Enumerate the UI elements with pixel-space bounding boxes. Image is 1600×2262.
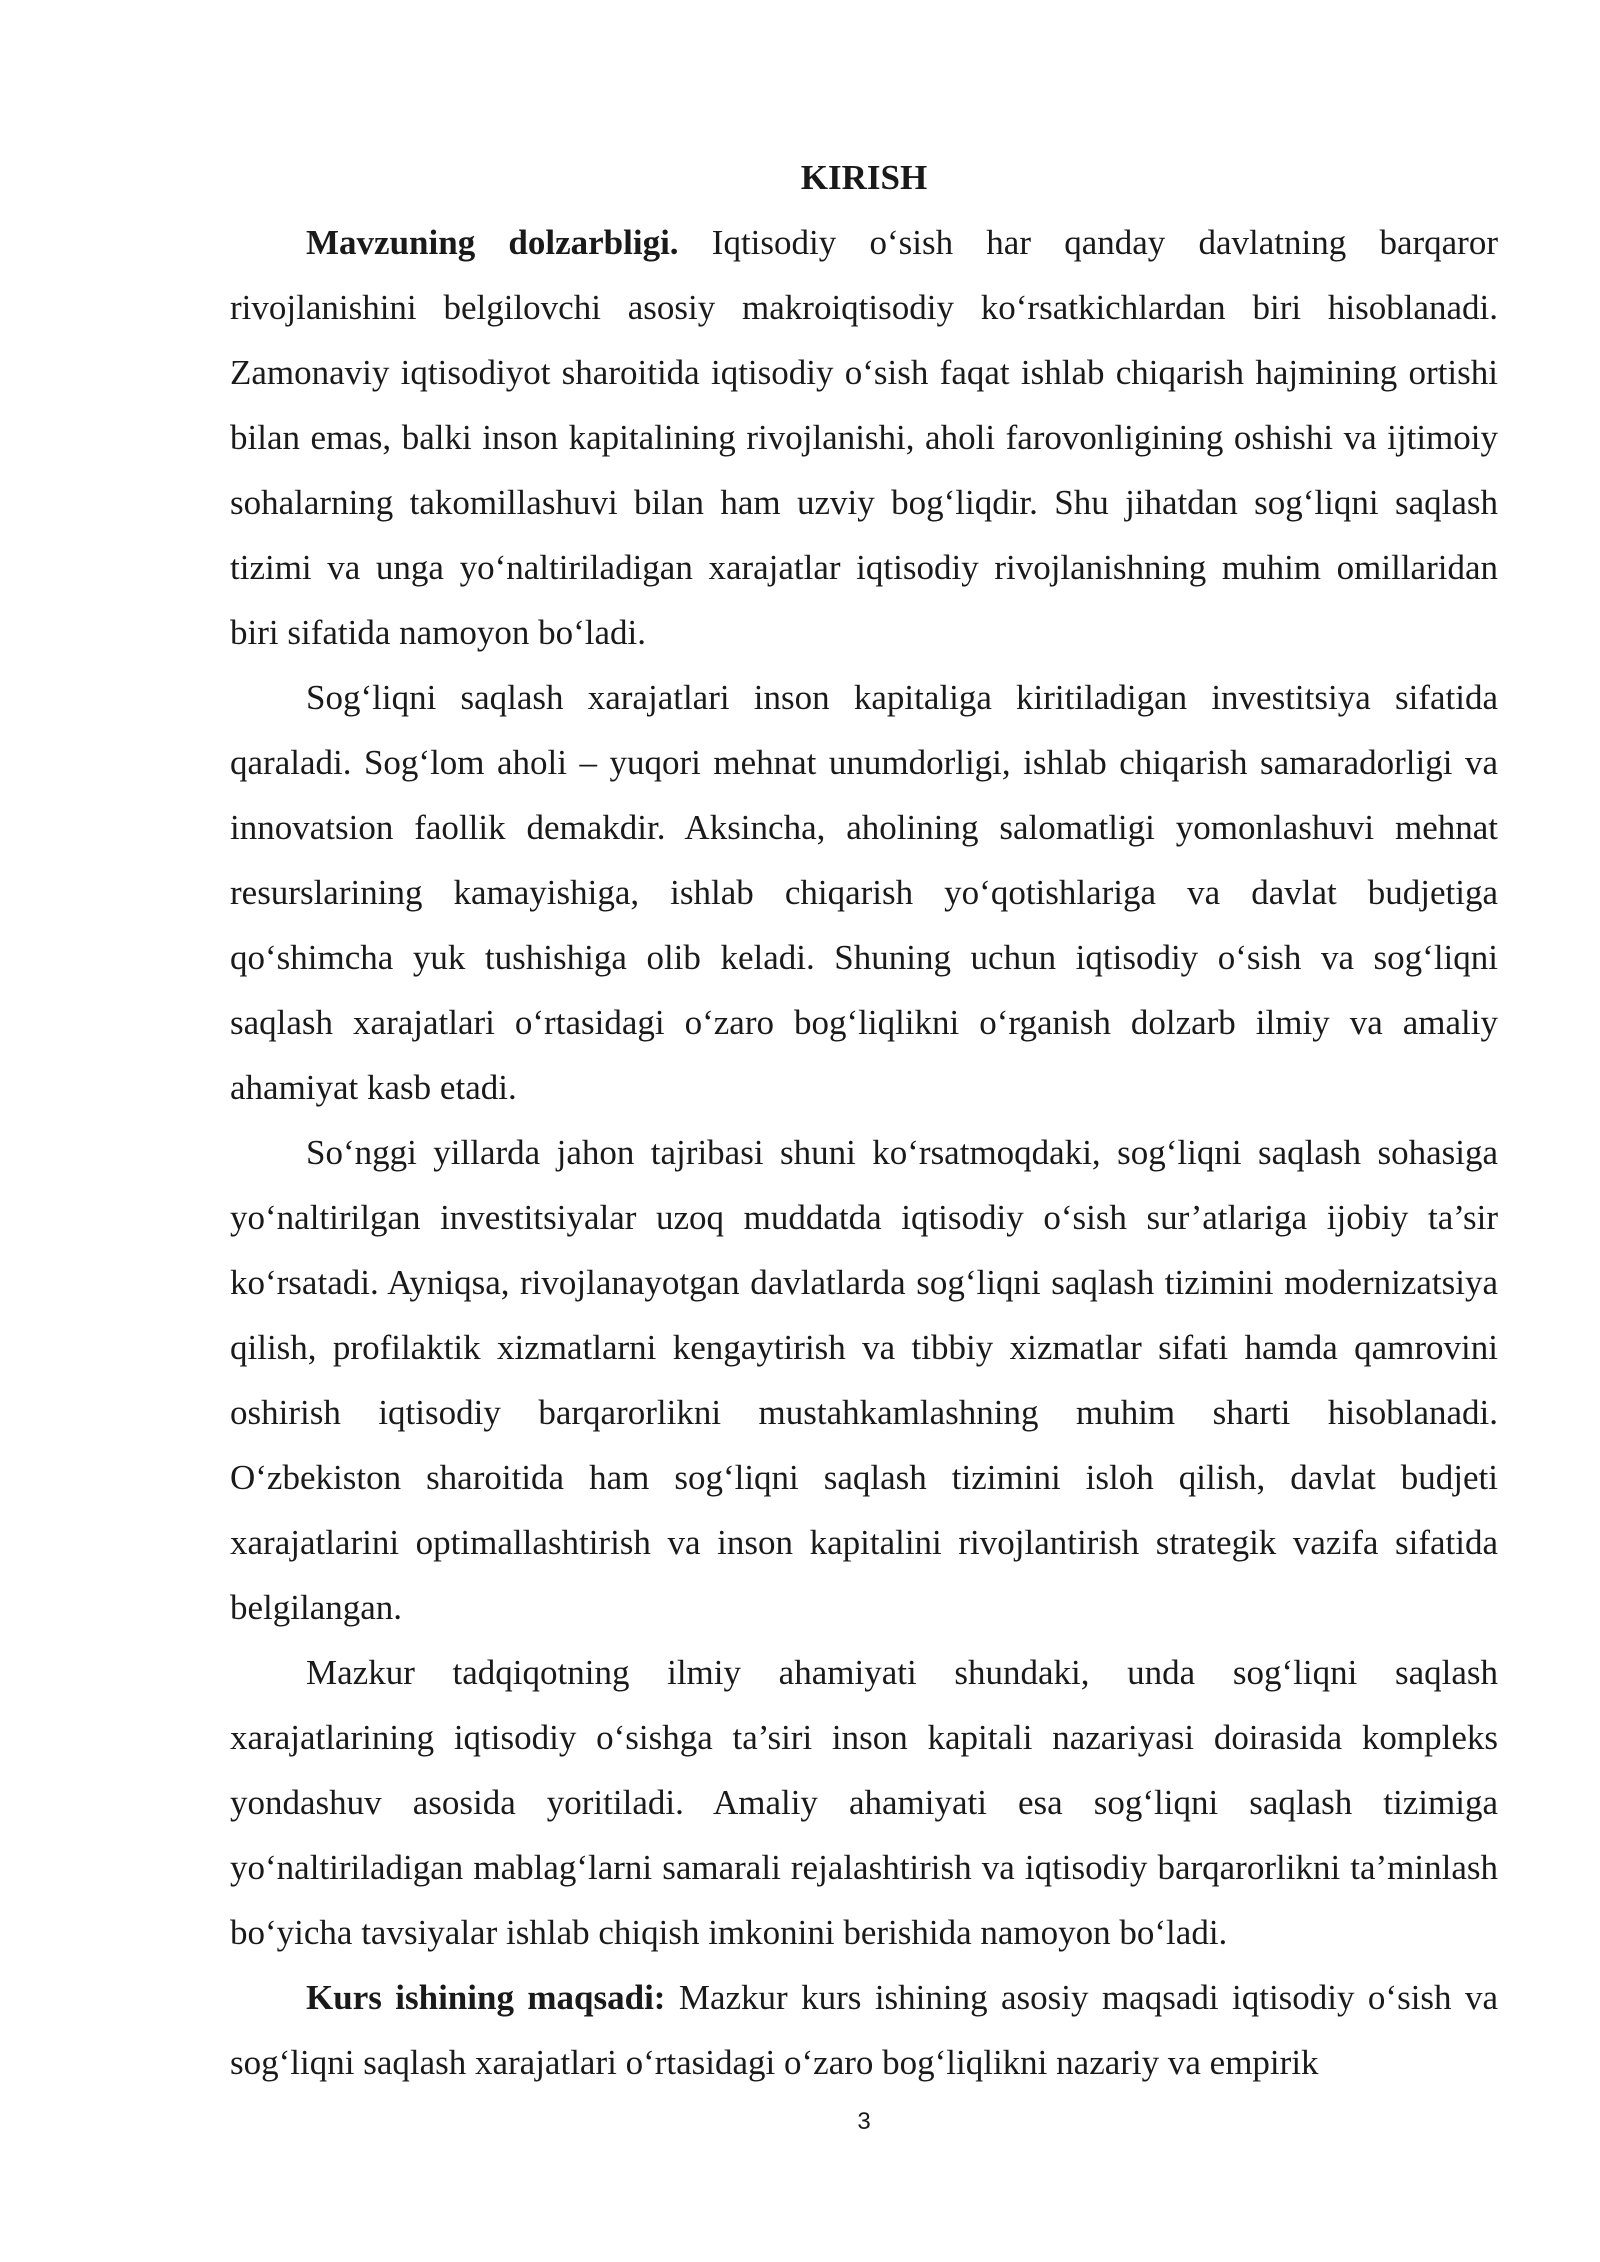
paragraph-text: Mazkur kurs ishining asosiy maqsadi iqtisodiy o‘sish va sog‘liqni saqlash xarajatlari o‘rtasidagi o‘zaro bog‘liqlikni nazariy va empirik — [230, 1978, 1498, 2082]
paragraph-world-experience — [230, 1120, 1498, 1640]
paragraph-text: So‘nggi yillarda jahon tajribasi shuni ko‘rsatmoqdaki, sog‘liqni saqlash sohasiga yo‘naltirilgan investitsiyalar uzoq muddatda iqtisodiy o‘sish sur’atlariga ijobiy ta’sir ko‘rsatadi. Ayniqsa, rivojlanayotgan davlatlarda sog‘liqni saqlash tizimini modernizatsiya qilish, profilaktik xizmatlarni kengaytirish va tibbiy xizmatlar sifati hamda qamrovini oshirish iqtisodiy barqarorlikni mustahkamlashning muhim sharti hisoblanadi. O‘zbekiston sharoitida ham sog‘liqni saqlash tizimini isloh qilish, davlat budjeti xarajatlarini optimallashtirish va inson kapitalini rivojlantirish strategik vazifa sifatida belgilangan. — [230, 1133, 1498, 1627]
paragraph-health-expenditure — [230, 665, 1498, 1120]
paragraph-relevance — [230, 210, 1498, 665]
paragraph-text: Sog‘liqni saqlash xarajatlari inson kapitaliga kiritiladigan investitsiya sifatida qaraladi. Sog‘lom aholi – yuqori mehnat unumdorligi, ishlab chiqarish samaradorligi va innovatsion faollik demakdir. Aksincha, aholining salomatligi yomonlashuvi mehnat resurslarining kamayishiga, ishlab chiqarish yo‘qotishlariga va davlat budjetiga qo‘shimcha yuk tushishiga olib keladi. Shuning uchun iqtisodiy o‘sish va sog‘liqni saqlash xarajatlari o‘rtasidagi o‘zaro bog‘liqlikni o‘rganish dolzarb ilmiy va amaliy ahamiyat kasb etadi. — [230, 678, 1498, 1107]
paragraph-significance — [230, 1640, 1498, 1965]
page-number: 3 — [857, 2108, 871, 2135]
paragraph-lead: Kurs ishining maqsadi: — [306, 1978, 666, 2017]
paragraph-text: Iqtisodiy o‘sish har qanday davlatning barqaror rivojlanishini belgilovchi asosiy makroiqtisodiy ko‘rsatkichlardan biri hisoblanadi. Zamonaviy iqtisodiyot sharoitida iqtisodiy o‘sish faqat ishlab chiqarish hajmining ortishi bilan emas, balki inson kapitalining rivojlanishi, aholi farovonligining oshishi va ijtimoiy sohalarning takomillashuvi bilan ham uzviy bog‘liqdir. Shu jihatdan sog‘liqni saqlash tizimi va unga yo‘naltiriladigan xarajatlar iqtisodiy rivojlanishning muhim omillaridan biri sifatida namoyon bo‘ladi. — [230, 223, 1498, 652]
page-content — [230, 145, 1498, 2095]
paragraph-lead: Mavzuning dolzarbligi. — [306, 223, 679, 262]
paragraph-purpose — [230, 1965, 1498, 2095]
page-title: KIRISH — [800, 158, 928, 197]
paragraph-text: Mazkur tadqiqotning ilmiy ahamiyati shundaki, unda sog‘liqni saqlash xarajatlarining iqtisodiy o‘sishga ta’siri inson kapitali nazariyasi doirasida kompleks yondashuv asosida yoritiladi. Amaliy ahamiyati esa sog‘liqni saqlash tizimiga yo‘naltiriladigan mablag‘larni samarali rejalashtirish va iqtisodiy barqarorlikni ta’minlash bo‘yicha tavsiyalar ishlab chiqish imkonini berishida namoyon bo‘ladi. — [230, 1653, 1498, 1952]
